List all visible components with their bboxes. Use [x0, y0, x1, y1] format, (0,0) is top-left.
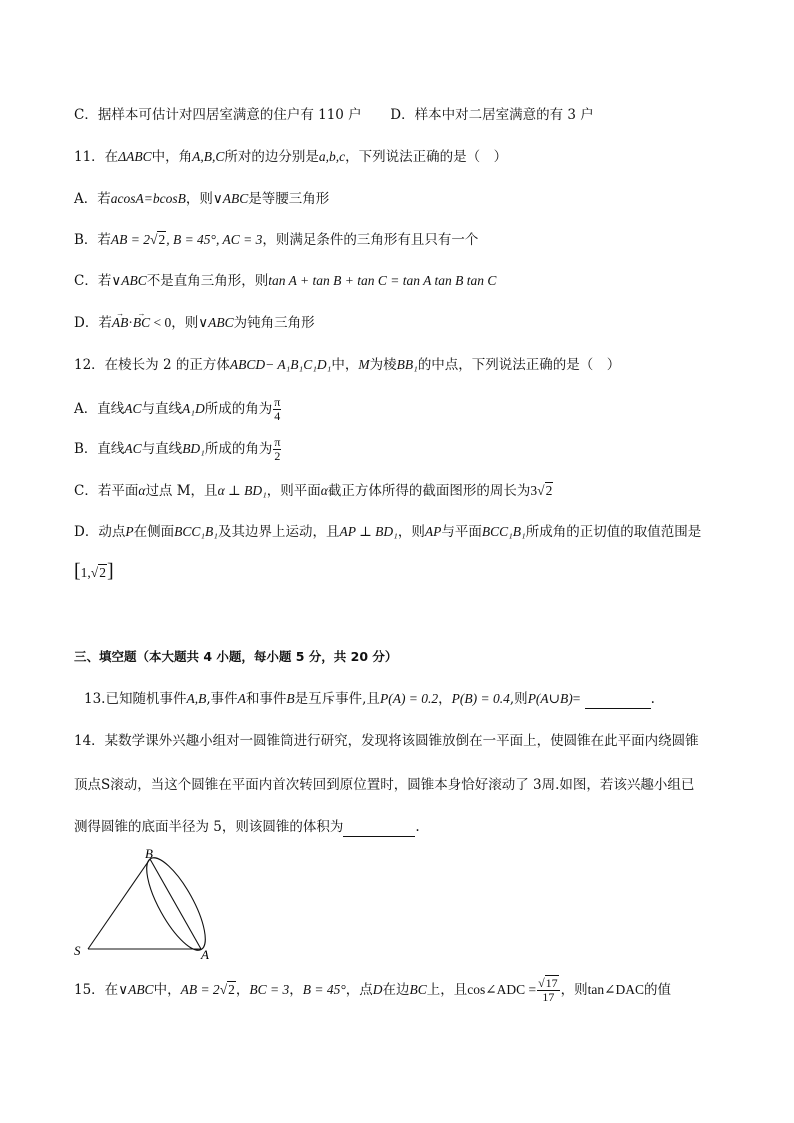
math-expr: tan∠DAC	[587, 982, 644, 997]
q11-stem-text: 所对的边分别是	[224, 149, 319, 165]
range-bracket-right: ]	[106, 560, 114, 582]
q11-angles: A,B,C	[192, 149, 225, 164]
math-expr: A,B	[186, 691, 207, 706]
fraction	[273, 436, 281, 463]
q13-text: ,则	[509, 691, 528, 707]
option-text: C．若平面	[74, 483, 139, 499]
q12-option-d-range	[74, 562, 114, 582]
q12-option-d	[74, 523, 701, 541]
q15-text: 的值	[643, 982, 671, 998]
math-expr: tan A + tan B + tan C = tan A tan B tan C	[268, 273, 497, 288]
option-text: 及其边界上运动，且	[217, 524, 340, 540]
q12-stem-text: 12．在棱长为 2 的正方体	[74, 357, 230, 373]
math-expr: P(B) = 0.4	[451, 691, 510, 706]
math-expr: acosA=bcosB	[110, 191, 186, 206]
math-expr: A₁D	[182, 401, 205, 416]
q12-stem-text: 中，	[331, 357, 359, 373]
q15-text: ，	[289, 982, 303, 998]
math-expr: A	[237, 691, 246, 706]
option-text: A．直线	[74, 401, 125, 417]
option-text: C．若	[74, 273, 112, 289]
q13-text: ，	[438, 691, 452, 707]
dot-operator: ·	[128, 315, 133, 330]
q15-text: 15．在	[74, 982, 119, 998]
q13-text: .	[650, 691, 655, 707]
q11-sides: a,b,c	[318, 149, 346, 164]
math-expr: AB = 2	[110, 232, 151, 247]
sqrt-radicand: 2	[158, 232, 166, 247]
fraction-denominator: 17	[542, 990, 555, 1004]
math-expr: BD₁	[182, 441, 205, 456]
math-expr: BC = 3	[249, 982, 290, 997]
fraction	[273, 396, 281, 423]
q11-stem-text: 11．在	[74, 149, 119, 165]
math-expr: BCC₁B₁	[481, 524, 526, 539]
figure-label-a: A	[201, 947, 209, 962]
q12-option-b	[74, 434, 282, 464]
fraction-denominator: 2	[274, 449, 281, 463]
option-text: ，则满足条件的三角形有且只有一个	[262, 232, 479, 248]
q12-stem-text: 为棱	[369, 357, 397, 373]
fraction	[537, 977, 560, 1004]
q12-option-c	[74, 482, 553, 500]
q11-option-d	[74, 314, 315, 332]
option-text: 与直线	[141, 401, 183, 417]
option-text: 所成的角为	[204, 401, 273, 417]
q14-text: .	[415, 819, 420, 835]
option-text: ，则平面	[266, 483, 321, 499]
math-expr: ∨ABC	[198, 315, 234, 330]
option-text: 与平面	[441, 524, 482, 540]
q15-text: ，	[235, 982, 250, 998]
q11-option-a	[74, 190, 329, 208]
q15-text: 中，	[153, 982, 181, 998]
sqrt-radicand: 17	[545, 976, 558, 990]
q14-text: 测得圆锥的底面半径为 5，则该圆锥的体积为	[74, 819, 344, 835]
q14-line-1: 14．某数学课外兴趣小组对一圆锥筒进行研究，发现将该圆锥放倒在一平面上，使圆锥在此平面内绕圆锥	[74, 733, 699, 749]
math-expr: P(A∪B)	[527, 691, 573, 706]
sqrt-expr: √2	[90, 565, 106, 580]
range-bracket-left: [	[74, 560, 81, 582]
q12-stem-text: 的中点，下列说法正确的是（ ）	[417, 357, 621, 373]
option-text: 所成的角为	[204, 441, 273, 457]
q15-text: ，点	[345, 982, 373, 998]
option-text: 在侧面	[133, 524, 175, 540]
answer-blank	[343, 818, 415, 837]
vector-bc: → BC	[133, 314, 150, 332]
math-expr: AB = 2	[180, 982, 220, 997]
cone-edge-sb	[88, 859, 150, 949]
option-text: 所成角的正切值的取值范围是	[525, 524, 702, 540]
math-expr: ∨ABC	[118, 982, 154, 997]
math-expr: , B = 45°, AC = 3	[166, 232, 263, 247]
sqrt-expr: √2	[537, 483, 553, 498]
figure-label-b: B	[145, 846, 153, 861]
cone-figure	[70, 845, 230, 965]
math-expr: α ⊥ BD₁	[217, 483, 267, 498]
math-expr: AP	[424, 524, 442, 539]
option-text: 为钝角三角形	[233, 315, 315, 331]
q12-stem	[74, 356, 620, 374]
option-text: D．动点	[74, 524, 126, 540]
q15-text: ，则	[560, 982, 588, 998]
option-text: D．若	[74, 315, 112, 331]
q15-text: 在边	[382, 982, 410, 998]
option-text: B．直线	[74, 441, 125, 457]
option-text: A．若	[74, 191, 111, 207]
option-text: ，则	[171, 315, 199, 331]
vector-ab: → AB	[112, 314, 129, 332]
math-expr: BCC₁B₁	[174, 524, 218, 539]
q13-text: ,事件	[206, 691, 238, 707]
math-expr: < 0	[150, 315, 172, 330]
q13-text: 和事件	[245, 691, 287, 707]
math-expr: D	[372, 982, 383, 997]
q11-stem-text: 中，角	[151, 149, 193, 165]
math-expr: AC	[124, 441, 142, 456]
math-expr: 1,	[80, 565, 91, 580]
q10-option-d: D．样本中对二居室满意的有 3 户	[390, 107, 594, 123]
option-text: 不是直角三角形，则	[146, 273, 269, 289]
math-expr: P	[125, 524, 134, 539]
q14-line-2: 顶点S滚动，当这个圆锥在平面内首次转回到原位置时，圆锥本身恰好滚动了 3周.如图，若该兴趣小组已	[74, 777, 695, 793]
sqrt-radicand: 2	[99, 565, 106, 580]
sqrt-radicand: 2	[545, 483, 553, 498]
fraction-denominator: 4	[274, 409, 281, 423]
option-text: 截正方体所得的截面图形的周长为	[327, 483, 531, 499]
option-text: 是等腰三角形	[248, 191, 330, 207]
q15-text: 上，且	[426, 982, 468, 998]
fraction-numerator: √17	[538, 976, 558, 990]
q11-stem-text: ，下列说法正确的是（ ）	[345, 149, 508, 165]
math-expr: B	[286, 691, 295, 706]
sqrt-expr: √2	[150, 232, 166, 247]
option-text: ，则	[185, 191, 213, 207]
math-expr: AC	[124, 401, 142, 416]
math-expr: B = 45°	[302, 982, 346, 997]
math-expr: AP ⊥ BD₁	[339, 524, 398, 539]
math-expr: BB₁	[396, 357, 418, 372]
q11-stem	[74, 148, 507, 166]
q11-triangle: ΔABC	[118, 149, 152, 164]
option-text: 过点 M，且	[145, 483, 218, 499]
math-expr: P(A) = 0.2	[379, 691, 439, 706]
math-expr: cos∠ADC =	[467, 982, 537, 997]
math-expr: =	[572, 691, 581, 706]
math-expr: BC	[409, 982, 427, 997]
answer-blank	[585, 690, 651, 709]
fraction-numerator: π	[274, 395, 281, 409]
math-expr: M	[358, 357, 370, 372]
q10-options	[74, 106, 594, 124]
fraction-numerator: π	[274, 435, 281, 449]
q13	[84, 690, 655, 709]
math-expr: ∨ABC	[111, 273, 147, 288]
section-heading: 三、填空题（本大题共 4 小题，每小题 5 分，共 20 分）	[74, 649, 398, 664]
q12-option-a	[74, 394, 282, 424]
q13-text: 是互斥事件,且	[294, 691, 380, 707]
math-expr: α	[138, 483, 146, 498]
q10-option-c: C．据样本可估计对四居室满意的住户有 110 户	[74, 107, 362, 123]
math-expr: 3	[530, 483, 538, 498]
sqrt-expr: √2	[219, 982, 235, 997]
math-expr: ABCD− A₁B₁C₁D₁	[229, 357, 332, 372]
q15	[74, 975, 671, 1005]
q11-option-c	[74, 272, 496, 290]
math-expr: ∨ABC	[212, 191, 249, 206]
option-text: B．若	[74, 232, 111, 248]
q14-line-3	[74, 818, 420, 837]
option-text: ，则	[397, 524, 425, 540]
option-text: 与直线	[141, 441, 183, 457]
q11-option-b	[74, 231, 478, 249]
sqrt-radicand: 2	[228, 982, 235, 997]
q13-text: 13.已知随机事件	[84, 691, 187, 707]
math-expr: α	[320, 483, 328, 498]
figure-label-s: S	[74, 943, 81, 958]
